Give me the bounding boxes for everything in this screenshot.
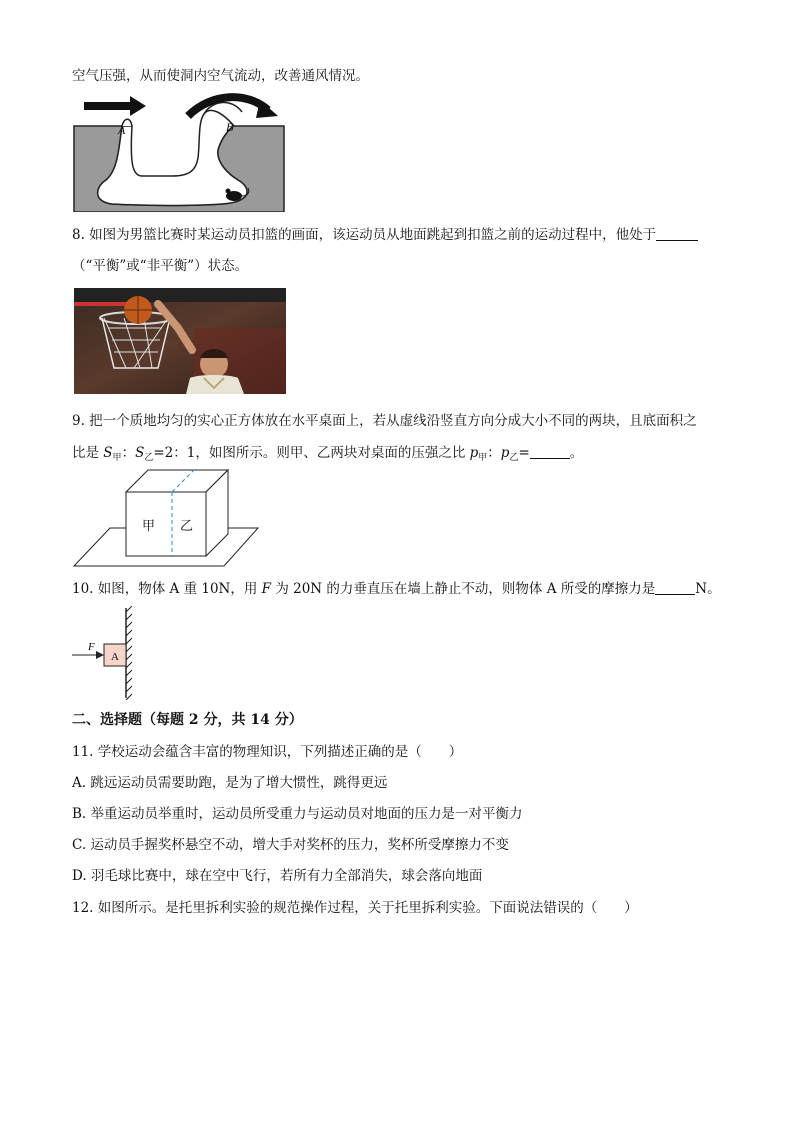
wall-force-figure <box>72 606 142 700</box>
q11-option-c: C. 运动员手握奖杯悬空不动，增大手对奖杯的压力，奖杯所受摩擦力不变 <box>72 837 509 853</box>
q11-option-a: A. 跳远运动员需要助跑，是为了增大惯性，跳得更远 <box>72 775 388 791</box>
q10-answer-blank <box>655 580 695 595</box>
q8-answer-blank <box>656 226 698 241</box>
section2-heading: 二、选择题（每题 2 分，共 14 分） <box>72 712 303 728</box>
q10-line: 10. 如图，物体 A 重 10N，用 F 为 20N 的力垂直压在墙上静止不动，则物体 A 所受的摩擦力是 N。 <box>72 581 721 597</box>
q9-line2: 比是 $S_甲$：$S_乙=2$：1，如图所示。则甲、乙两块对桌面的压强之比 $p_甲$：$p_乙=$ 。 <box>72 445 584 463</box>
cube-label-yi: 乙 <box>180 519 194 534</box>
basketball-dunk-photo <box>74 288 286 394</box>
block-label-a: A <box>111 651 119 663</box>
q9-answer-blank <box>530 444 570 459</box>
force-label-f: F <box>88 641 95 653</box>
cave-ventilation-figure <box>72 92 288 212</box>
cave-label-a: A <box>118 123 126 137</box>
q11-option-d: D. 羽毛球比赛中，球在空中飞行，若所有力全部消失，球会落向地面 <box>72 868 483 884</box>
q12-stem: 12. 如图所示。是托里拆利实验的规范操作过程，关于托里拆利实验。下面说法错误的（ ） <box>72 900 638 916</box>
q11-option-b: B. 举重运动员举重时，运动员所受重力与运动员对地面的压力是一对平衡力 <box>72 806 523 822</box>
q8-line2: （“平衡”或“非平衡”）状态。 <box>72 258 249 274</box>
cube-label-jia: 甲 <box>142 519 156 534</box>
cube-on-table-figure <box>72 466 262 570</box>
q8-text: 8. 如图为男篮比赛时某运动员扣篮的画面，该运动员从地面跳起到扣篮之前的运动过程中，他处于 <box>72 227 657 243</box>
cave-label-b: B <box>226 120 234 134</box>
intro-line: 空气压强，从而使洞内空气流动，改善通风情况。 <box>72 68 369 84</box>
q11-stem: 11. 学校运动会蕴含丰富的物理知识，下列描述正确的是（ ） <box>72 744 463 760</box>
q8-line1 <box>72 226 698 243</box>
q9-line1: 9. 把一个质地均匀的实心正方体放在水平桌面上，若从虚线沿竖直方向分成大小不同的两块，且底面积之 <box>72 413 697 429</box>
